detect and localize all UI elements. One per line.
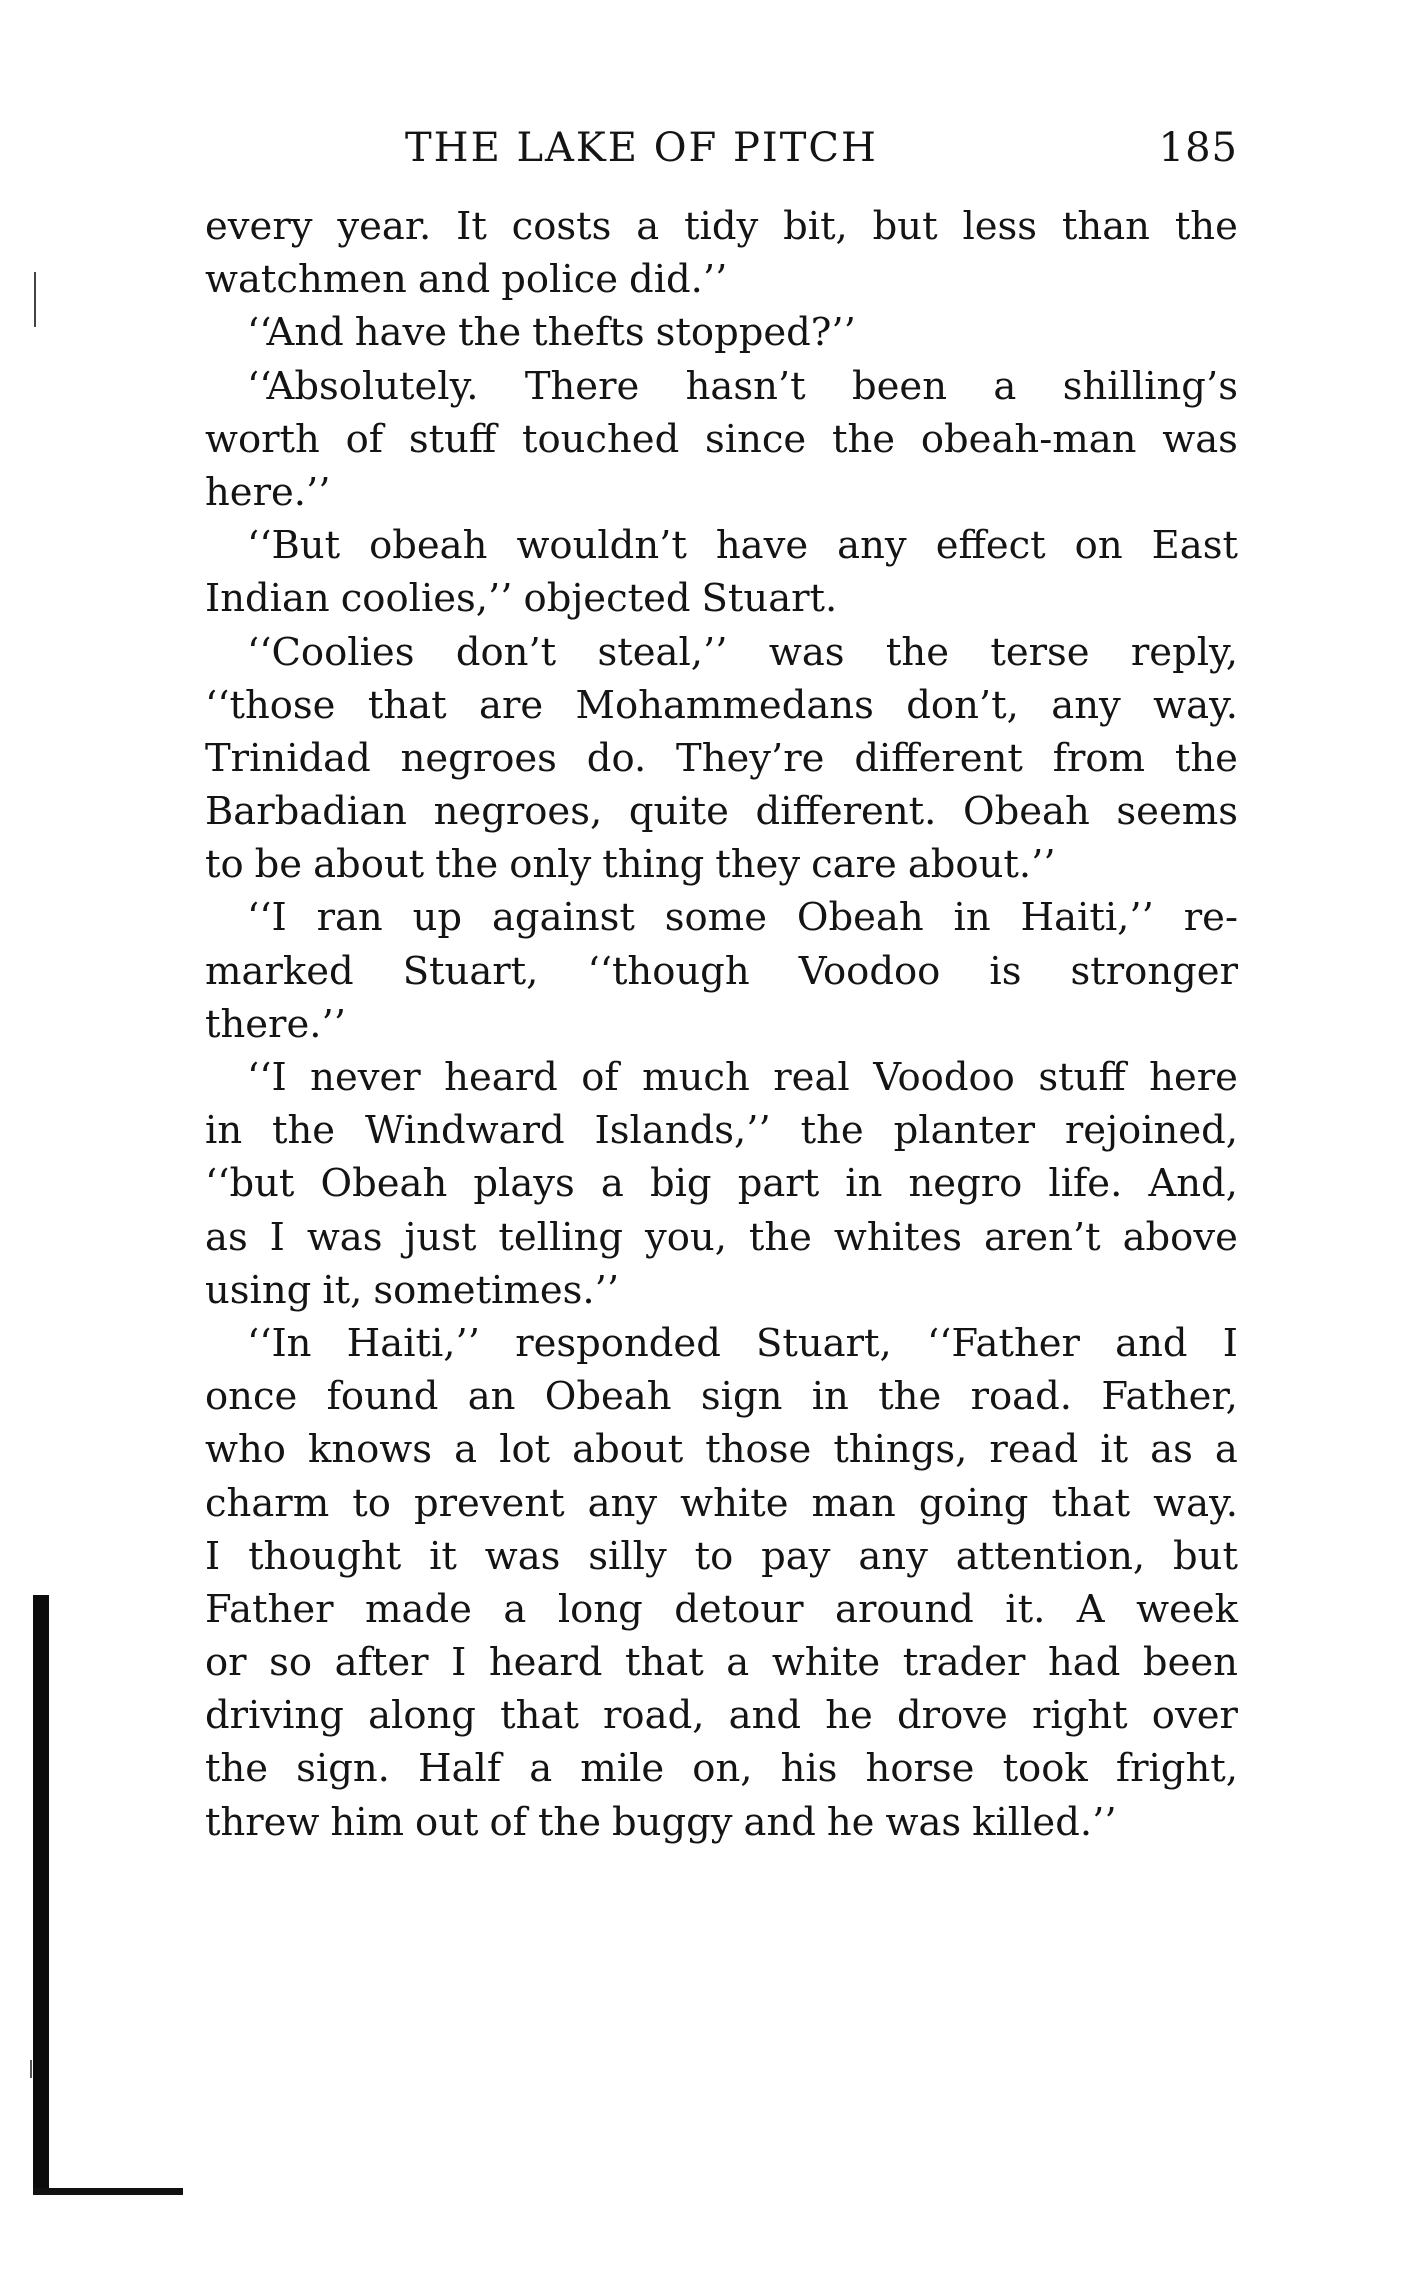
- text-line: ‘‘I ran up against some Obeah in Haiti,’’ re-: [247, 895, 1238, 941]
- text-line: Father made a long detour around it. A week: [205, 1586, 1238, 1632]
- text-line: here.’’: [205, 469, 331, 515]
- text-line: Indian coolies,’’ objected Stuart.: [205, 576, 838, 622]
- running-head: [205, 118, 1238, 178]
- text-line: every year. It costs a tidy bit, but less than the: [205, 204, 1238, 249]
- text-line: there.’’: [205, 1001, 346, 1047]
- text-line: marked Stuart, ‘‘though Voodoo is stronger: [205, 948, 1238, 994]
- scan-speck: [30, 2060, 32, 2078]
- text-line: using it, sometimes.’’: [205, 1267, 620, 1313]
- text-line: worth of stuff touched since the obeah-man was: [205, 416, 1238, 462]
- text-line: ‘‘Absolutely. There hasn’t been a shilling’s: [247, 363, 1238, 409]
- text-line: who knows a lot about those things, read it as a: [205, 1427, 1238, 1473]
- running-title: THE LAKE OF PITCH: [405, 125, 878, 171]
- scan-margin-mark: [34, 272, 36, 327]
- text-line: ‘‘But obeah wouldn’t have any effect on East: [247, 523, 1238, 569]
- text-line: or so after I heard that a white trader had been: [205, 1640, 1238, 1686]
- text-line: ‘‘but Obeah plays a big part in negro life. And,: [205, 1161, 1238, 1207]
- scan-binding-shadow: [33, 1595, 49, 2195]
- text-line: I thought it was silly to pay any attention, but: [205, 1533, 1238, 1579]
- text-line: as I was just telling you, the whites aren’t above: [205, 1214, 1238, 1260]
- text-line: driving along that road, and he drove right over: [205, 1693, 1238, 1739]
- text-line: ‘‘those that are Mohammedans don’t, any way.: [205, 682, 1238, 728]
- text-line: Barbadian negroes, quite different. Obeah seems: [205, 789, 1238, 835]
- text-line: Trinidad negroes do. They’re different from the: [205, 735, 1238, 781]
- text-line: to be about the only thing they care about.’’: [205, 842, 1056, 888]
- text-line: ‘‘I never heard of much real Voodoo stuff here: [247, 1055, 1238, 1100]
- text-line: once found an Obeah sign in the road. Father,: [205, 1374, 1238, 1420]
- text-line: in the Windward Islands,’’ the planter rejoined,: [205, 1108, 1238, 1154]
- text-line: watchmen and police did.’’: [205, 257, 728, 303]
- text-line: ‘‘In Haiti,’’ responded Stuart, ‘‘Father and I: [247, 1320, 1238, 1366]
- text-line: charm to prevent any white man going that way.: [205, 1480, 1238, 1526]
- text-line: ‘‘Coolies don’t steal,’’ was the terse reply,: [247, 629, 1238, 675]
- text-line: ‘‘And have the thefts stopped?’’: [247, 310, 856, 356]
- scan-binding-foot: [33, 2188, 183, 2195]
- page-number: 185: [1158, 125, 1238, 171]
- body-text: [205, 200, 1238, 1849]
- text-line: threw him out of the buggy and he was killed.’’: [205, 1799, 1117, 1845]
- text-line: the sign. Half a mile on, his horse took fright,: [205, 1746, 1238, 1792]
